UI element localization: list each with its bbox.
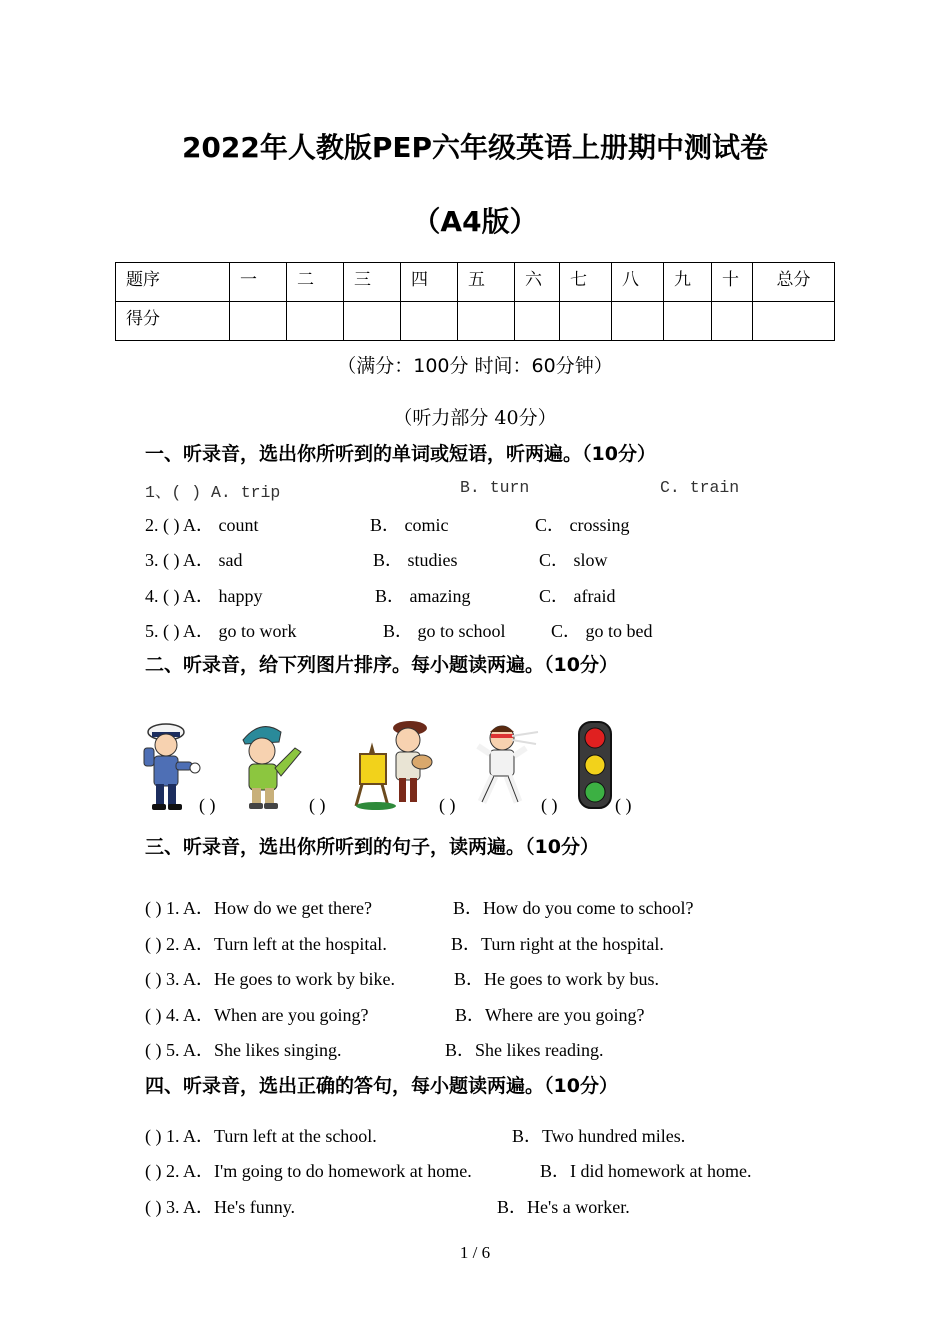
answer-blank-3[interactable]: ( ) — [439, 795, 456, 815]
table-cell: 得分 — [116, 302, 230, 341]
table-cell: 九 — [664, 263, 712, 302]
section3-title: 三、听录音，选出你所听到的句子，读两遍。（10分） — [145, 836, 599, 858]
table-cell: 总分 — [753, 263, 835, 302]
table-cell: 三 — [344, 263, 401, 302]
section4-title: 四、听录音，选出正确的答句，每小题读两遍。（10分） — [145, 1075, 618, 1097]
answer-blank-5[interactable]: ( ) — [615, 795, 632, 815]
s3-q4-a: ( ) 4. A．When are you going? — [145, 1005, 369, 1025]
s1-q1-stem: 1、( ) A. trip — [145, 483, 281, 502]
s4-q3-b: B．He's a worker. — [497, 1197, 630, 1217]
score-input-cell[interactable] — [664, 302, 712, 341]
doc-title: 2022年人教版PEP六年级英语上册期中测试卷 — [181, 131, 769, 164]
s3-q2-b: B．Turn right at the hospital. — [451, 934, 664, 954]
s4-q1-b: B．Two hundred miles. — [512, 1126, 686, 1146]
score-input-cell[interactable] — [401, 302, 458, 341]
s4-q2-a: ( ) 2. A．I'm going to do homework at home. — [145, 1161, 472, 1181]
answer-blank-1[interactable]: ( ) — [199, 795, 216, 815]
score-input-cell[interactable] — [344, 302, 401, 341]
listening-header: （听力部分 40分） — [393, 407, 557, 429]
s1-q4-c: C． afraid — [539, 586, 616, 606]
score-input-cell[interactable] — [712, 302, 753, 341]
s4-q3-a: ( ) 3. A．He's funny. — [145, 1197, 296, 1217]
section1-title: 一、听录音，选出你所听到的单词或短语，听两遍。（10分） — [145, 443, 656, 465]
section2-title: 二、听录音，给下列图片排序。每小题读两遍。（10分） — [145, 654, 618, 676]
s1-q2-stem: 2. ( ) A． count — [145, 515, 259, 535]
s1-q3-c: C． slow — [539, 550, 608, 570]
score-input-cell[interactable] — [515, 302, 560, 341]
s3-q3-b: B．He goes to work by bus. — [454, 969, 659, 989]
s1-q2-c: C． crossing — [535, 515, 630, 535]
s1-q1-c: C. train — [660, 478, 740, 497]
score-input-cell[interactable] — [612, 302, 664, 341]
s3-q5-b: B．She likes reading. — [445, 1040, 604, 1060]
score-time-note: （满分：100分 时间：60分钟） — [337, 355, 613, 377]
s3-q4-b: B．Where are you going? — [455, 1005, 645, 1025]
s1-q1-b: B. turn — [460, 478, 530, 497]
score-table — [115, 262, 835, 341]
police-officer-icon — [140, 718, 202, 812]
s4-q2-b: B．I did homework at home. — [540, 1161, 752, 1181]
table-cell: 八 — [612, 263, 664, 302]
score-input-cell[interactable] — [560, 302, 612, 341]
score-input-cell[interactable] — [287, 302, 344, 341]
doc-subtitle: （A4版） — [412, 205, 538, 238]
table-cell: 七 — [560, 263, 612, 302]
s4-q1-a: ( ) 1. A．Turn left at the school. — [145, 1126, 377, 1146]
table-cell: 五 — [458, 263, 515, 302]
s3-q2-a: ( ) 2. A．Turn left at the hospital. — [145, 934, 387, 954]
traffic-light-red — [585, 728, 605, 748]
answer-blank-2[interactable]: ( ) — [309, 795, 326, 815]
s3-q3-a: ( ) 3. A．He goes to work by bike. — [145, 969, 395, 989]
score-input-cell[interactable] — [458, 302, 515, 341]
s1-q5-c: C． go to bed — [551, 621, 653, 641]
s3-q1-a: ( ) 1. A．How do we get there? — [145, 898, 372, 918]
s3-q5-a: ( ) 5. A．She likes singing. — [145, 1040, 342, 1060]
traffic-light-icon — [577, 720, 613, 810]
score-input-cell[interactable] — [230, 302, 287, 341]
table-cell: 题序 — [116, 263, 230, 302]
traffic-light-yellow — [585, 755, 605, 775]
table-cell: 一 — [230, 263, 287, 302]
s1-q5-stem: 5. ( ) A． go to work — [145, 621, 297, 641]
score-input-cell[interactable] — [753, 302, 835, 341]
table-cell: 二 — [287, 263, 344, 302]
s1-q3-b: B． studies — [373, 550, 458, 570]
karate-kid-icon — [474, 718, 544, 812]
answer-blank-4[interactable]: ( ) — [541, 795, 558, 815]
traffic-light-green — [585, 782, 605, 802]
score-table-header-row — [116, 263, 835, 302]
table-cell: 六 — [515, 263, 560, 302]
table-cell: 四 — [401, 263, 458, 302]
score-table-score-row — [116, 302, 835, 341]
boy-pointing-icon — [235, 718, 307, 812]
painter-icon — [352, 718, 438, 812]
s1-q5-b: B． go to school — [383, 621, 506, 641]
s1-q4-b: B． amazing — [375, 586, 471, 606]
s3-q1-b: B．How do you come to school? — [453, 898, 694, 918]
page-number: 1 / 6 — [459, 1243, 491, 1262]
s1-q2-b: B． comic — [370, 515, 449, 535]
table-cell: 十 — [712, 263, 753, 302]
s1-q4-stem: 4. ( ) A． happy — [145, 586, 263, 606]
s1-q3-stem: 3. ( ) A． sad — [145, 550, 243, 570]
